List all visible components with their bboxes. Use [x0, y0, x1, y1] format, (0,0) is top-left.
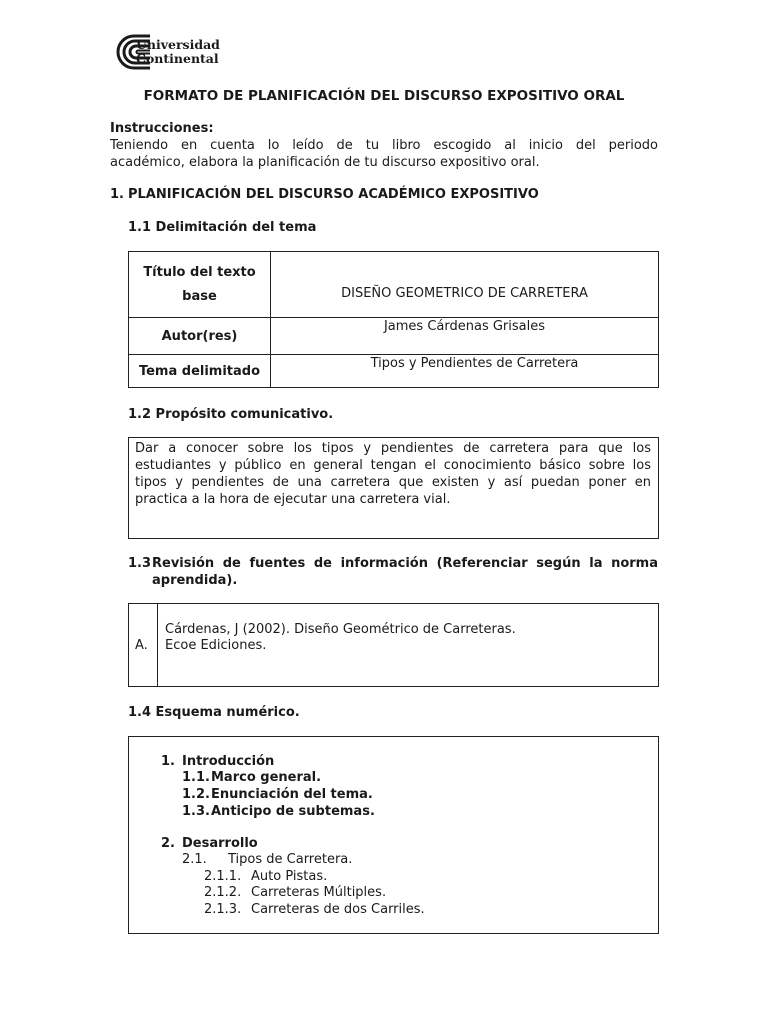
section-1-4-heading: 1.4 Esquema numérico. [128, 705, 300, 720]
value-cell: DISEÑO GEOMETRICO DE CARRETERA [271, 252, 659, 318]
section-1-number: 1. [110, 187, 124, 202]
table-row [129, 252, 659, 318]
instructions-label: Instrucciones: [110, 121, 214, 136]
section-1-3-number: 1.3 [128, 556, 152, 571]
outline-box [128, 736, 659, 934]
reference-line-2: Ecoe Ediciones. [165, 638, 267, 653]
outline-text: Carreteras Múltiples. [251, 885, 387, 900]
topic-table [128, 251, 659, 388]
university-name [136, 38, 220, 66]
outline-number: 2. [161, 836, 175, 851]
label-title-line-1: Título del texto [143, 264, 256, 280]
instructions-text-line-2: académico, elabora la planificación de tu discurso expositivo oral. [110, 155, 540, 170]
section-1-3-heading-line-1: Revisión de fuentes de información (Referenciar según la norma [152, 556, 658, 571]
section-1-title: PLANIFICACIÓN DEL DISCURSO ACADÉMICO EXPOSITIVO [128, 187, 539, 202]
outline-text: Enunciación del tema. [211, 787, 373, 802]
outline-number: 1. [161, 754, 175, 769]
outline-number: 1.2. [182, 787, 210, 802]
table-row [129, 355, 659, 388]
purpose-line-1: Dar a conocer sobre los tipos y pendientes de carretera para que los [135, 441, 651, 456]
label-cell [129, 252, 271, 318]
table-row [129, 318, 659, 355]
value-cell: Tipos y Pendientes de Carretera [271, 355, 659, 388]
reference-label: A. [135, 638, 148, 653]
outline-number: 2.1.3. [204, 902, 242, 917]
outline-text: Tipos de Carretera. [228, 852, 353, 867]
outline-text: Carreteras de dos Carriles. [251, 902, 425, 917]
outline-text: Introducción [182, 754, 275, 769]
references-box [128, 603, 659, 687]
references-divider [157, 604, 158, 686]
value-cell: James Cárdenas Grisales [271, 318, 659, 355]
logo-line-2: Continental [136, 51, 219, 66]
section-1-3-heading-line-2: aprendida). [152, 573, 238, 588]
outline-number: 1.3. [182, 804, 210, 819]
outline-text: Marco general. [211, 770, 322, 785]
purpose-box [128, 437, 659, 539]
label-cell: Autor(res) [129, 318, 271, 355]
logo-line-1: Universidad [136, 37, 220, 52]
purpose-line-2: estudiantes y público en general tengan el conocimiento básico sobre los [135, 458, 651, 473]
reference-line-1: Cárdenas, J (2002). Diseño Geométrico de Carreteras. [165, 622, 516, 637]
outline-text: Anticipo de subtemas. [211, 804, 375, 819]
purpose-line-3: tipos y pendientes de una carretera que existen y así puedan poner en [135, 475, 651, 490]
outline-text: Desarrollo [182, 836, 258, 851]
label-cell: Tema delimitado [129, 355, 271, 388]
outline-number: 1.1. [182, 770, 210, 785]
label-title-line-2: base [182, 288, 217, 304]
outline-number: 2.1.1. [204, 869, 242, 884]
outline-number: 2.1.2. [204, 885, 242, 900]
document-title: FORMATO DE PLANIFICACIÓN DEL DISCURSO EXPOSITIVO ORAL [143, 88, 625, 104]
instructions-text-line-1: Teniendo en cuenta lo leído de tu libro escogido al inicio del periodo [110, 138, 658, 153]
outline-text: Auto Pistas. [251, 869, 328, 884]
section-1-2-heading: 1.2 Propósito comunicativo. [128, 407, 334, 422]
purpose-line-4: practica a la hora de ejecutar una carretera vial. [135, 492, 451, 507]
section-1-1-heading: 1.1 Delimitación del tema [128, 220, 317, 235]
outline-number: 2.1. [182, 852, 207, 867]
